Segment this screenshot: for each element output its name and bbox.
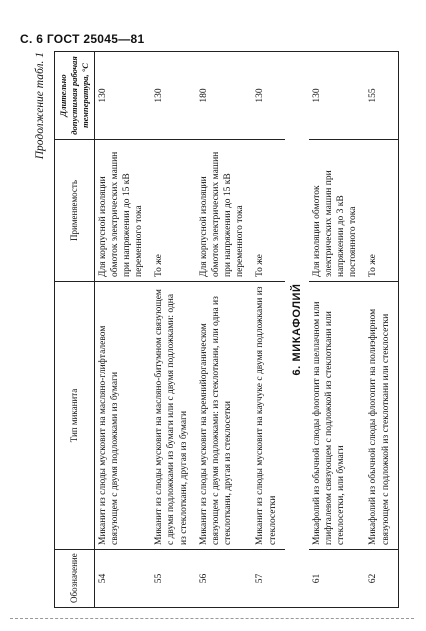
cell-application: Для корпусной изоляции обмоток электрических машин при напряжении до 15 кВ переменного тока (196, 140, 253, 282)
col-header-code: Обозначение (55, 550, 95, 608)
cell-application: Для изоляции обмоток электрических машин при напряжении до 3 кВ постоянного тока (309, 140, 366, 282)
cell-application: Для корпусной изоляции обмоток электрических машин при напряжении до 15 кВ переменного тока (94, 140, 151, 282)
cell-code: 61 (309, 550, 366, 608)
cell-temperature: 155 (365, 52, 398, 140)
rotated-content (28, 46, 414, 616)
table-row (365, 52, 398, 608)
bottom-rule (10, 618, 414, 619)
cell-type: Миканит из слюды мусковит на каучуке с двумя подложками из стеклосетки (252, 282, 284, 550)
col-header-type: Тип миканита (55, 282, 95, 550)
table-continuation-label: Продолжение табл. 1 (34, 52, 46, 160)
table-row (309, 52, 366, 608)
table-row (196, 52, 253, 608)
table-row (252, 52, 284, 608)
cell-type: Микафолий из обычной слюды флогопит на полиэфирном связующем с подложкой из стеклоткани или стеклосетки (365, 282, 398, 550)
section-heading: 6. МИКАФОЛИЙ (285, 52, 309, 608)
table-row (151, 52, 195, 608)
cell-temperature: 130 (94, 52, 151, 140)
table-header-row (55, 52, 95, 608)
cell-temperature: 130 (309, 52, 366, 140)
table-row (94, 52, 151, 608)
cell-code: 57 (252, 550, 284, 608)
cell-code: 62 (365, 550, 398, 608)
page-header: С. 6 ГОСТ 25045—81 (20, 32, 145, 46)
mica-types-table (54, 51, 399, 608)
cell-type: Микафолий из обычной слюды флогопит на шеллачном или глифталевом связующем с подложкой из стеклоткани или стеклосетки, или бумаги (309, 282, 366, 550)
col-header-application: Применяемость (55, 140, 95, 282)
cell-application: То же (252, 140, 284, 282)
section-heading-row (285, 52, 309, 608)
cell-application: То же (365, 140, 398, 282)
cell-temperature: 130 (151, 52, 195, 140)
cell-temperature: 130 (252, 52, 284, 140)
cell-type: Миканит из слюды мусковит на масляно-битумном связующем с двумя подложками из бумаги или с двумя подложками: одна из стеклоткани, другая из бумаги (151, 282, 195, 550)
cell-code: 56 (196, 550, 253, 608)
cell-type: Миканит из слюды мусковит на кремнийорганическом связующем с двумя подложками: из стеклоткани, или одна из стеклоткани, другая из стеклосетки (196, 282, 253, 550)
rotated-table-area (28, 46, 414, 616)
cell-temperature: 180 (196, 52, 253, 140)
cell-code: 55 (151, 550, 195, 608)
col-header-temperature: Длительно допустимая рабочая температура, °С (55, 52, 95, 140)
cell-application: То же (151, 140, 195, 282)
cell-type: Миканит из слюды мусковит на масляно-глифталевом связующем с двумя подложками из бумаги (94, 282, 151, 550)
cell-code: 54 (94, 550, 151, 608)
